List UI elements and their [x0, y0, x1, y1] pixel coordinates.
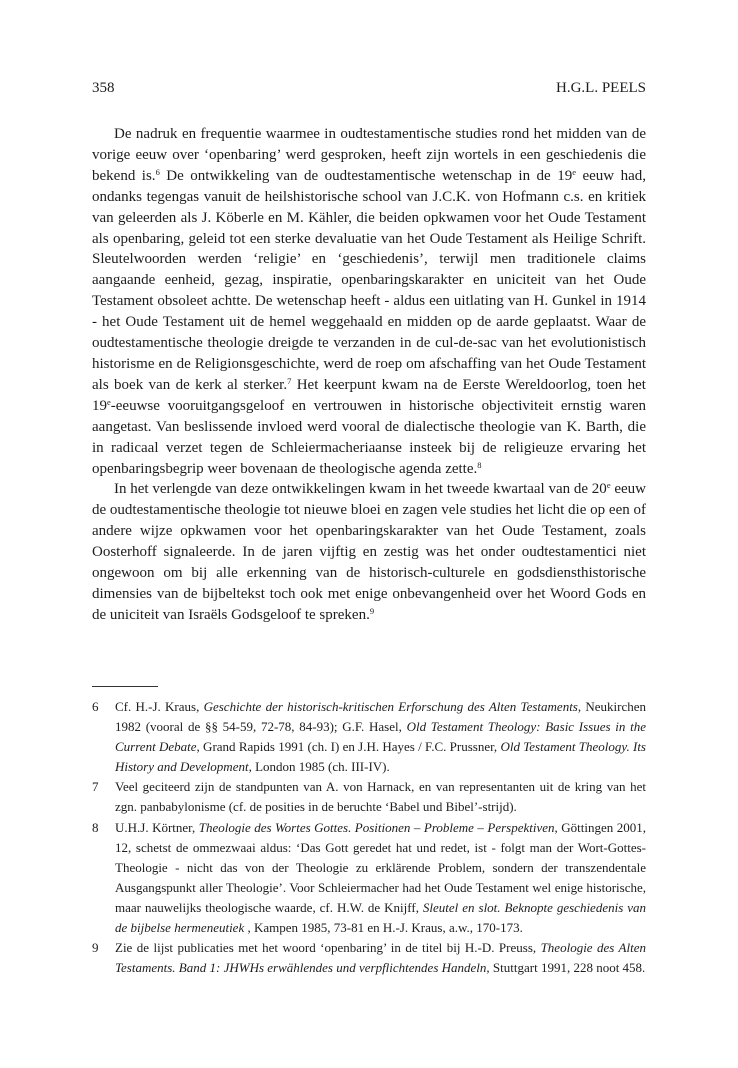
citation-title: Old Testament Theology: Basic Issues in the Current Debate [115, 719, 646, 755]
superscript-e: e [606, 480, 611, 491]
footnote-text-segment: , Neukirchen 1982 (vooral de §§ 54-59, 72-78, 84-93); G.F. Hasel, [115, 699, 647, 735]
footnote-text-segment: Cf. H.-J. Kraus, [115, 699, 204, 714]
footnote-text-segment: , Kampen 1985, 73-81 en H.-J. Kraus, a.w., 170-173. [244, 920, 523, 936]
footnote-number: 9 [92, 940, 99, 956]
footnote-9 [92, 938, 646, 978]
footnote-ref-9[interactable]: 9 [369, 605, 375, 616]
citation-title: Geschichte der historisch-kritischen Erforschung des Alten Testaments [203, 699, 578, 714]
superscript-e: e [572, 166, 576, 177]
footnote-text-segment: U.H.J. Körtner, [115, 819, 199, 835]
main-text [92, 124, 646, 626]
footnote-text-segment: , Grand Rapids 1991 (ch. I) en J.H. Hayes / F.C. Prussner, [196, 739, 501, 755]
footnote-text-segment: , Göttingen 2001, 12, schetst de ommezwaai aldus: ‘Das Gott geredet hat und redet, ist - folgt man der Wort-Gottes-Theologie - nicht das von der Theologie zu erklärende Problem, sondern der transzendentale Ausgangspunkt aller Theologie’. Voor Schleiermacher had het Oude Testament wel enige historische, maar nauwelijks theologische waarde, cf. H.W. de Knijff, [115, 819, 646, 915]
citation-title: Theologie des Alten Testaments. Band 1: JHWHs erwählendes und verpflichtendes Handeln [115, 940, 646, 976]
footnote-text [115, 777, 646, 817]
running-head: H.G.L. PEELS [556, 80, 646, 96]
footnote-text [115, 818, 646, 939]
footnote-ref-7[interactable]: 7 [287, 375, 292, 386]
footnote-ref-8[interactable]: 8 [477, 459, 482, 470]
footnote-number: 7 [92, 779, 99, 795]
footnote-text-segment: Veel geciteerd zijn de standpunten van A. von Harnack, en van representanten uit de kring van het zgn. panbabylonisme (cf. de posities in de beruchte ‘Babel und Bibel’-strijd). [115, 779, 646, 815]
footnote-7 [92, 777, 646, 817]
page-number: 358 [92, 80, 115, 96]
citation-title: Sleutel en slot. Beknopte geschiedenis van de bijbelse hermeneutiek [115, 899, 647, 936]
footnote-text [115, 697, 646, 777]
footnote-text-segment: , London 1985 (ch. III-IV). [248, 759, 390, 775]
footnotes [92, 697, 646, 978]
citation-title: Old Testament Theology. Its History and Development [115, 739, 646, 775]
footnote-number: 8 [92, 819, 99, 835]
paragraph-1: De nadruk en frequentie waarmee in oudtestamentische studies rond het midden van de vorige eeuw over ‘openbaring’ werd gesproken, heeft zijn wortels in een geschiedenis die bekend is.$^6$ De ontwikkeling van de oudtestamentische wetenschap in de 19e eeuw had, ondanks tegengas vanuit de heilshistorische school van J.C.K. von Hofmann c.s. en kritiek van geleerden als J. Köberle en M. Kähler, die beiden opkwamen voor het Oude Testament als openbaring, geleid tot een sterke devaluatie van het Oude Testament als Heilige Schrift. Sleutelwoorden werden ‘religie’ en ‘geschiedenis’, terwijl men traditionele claims aangaande eenheid, gezag, inspiratie, openbaringskarakter en uniciteit van het Oude Testament obsoleet achtte. De wetenschap heeft - aldus een uitlating van H. Gunkel in 1914 - het Oude Testament uit de hemel weggehaald en midden op de aarde geplaatst. Waar de oudtestamentische theologie dreigde te verzanden in de cul-de-sac van het evolutionistisch historisme en de Religionsgeschichte, werd de roep om afschaffing van het Oude Testament als boek van de kerk al sterker.$^7$ Het keerpunt kwam na de Eerste Wereldoorlog, toen het 19e-eeuwse vooruitgangsgeloof en vertrouwen in historische objectiviteit ernstig waren aangetast. Van beslissende invloed werd vooral de dialectische theologie van K. Barth, die in radicaal verzet tegen de Schleiermacheriaanse insteek bij de religieuze ervaring het openbaringsbegrip weer bovenaan de theologische agenda zette.$^8$ [92, 126, 647, 477]
footnote-text-segment: Zie de lijst publicaties met het woord ‘openbaring’ in de titel bij H.-D. Preuss, [115, 940, 541, 956]
page-header [92, 79, 646, 97]
footnote-text-segment: , Stuttgart 1991, 228 noot 458. [486, 960, 646, 976]
footnote-ref-6[interactable]: 6 [155, 166, 160, 177]
paragraph-2: In het verlengde van deze ontwikkelingen kwam in het tweede kwartaal van de 20e eeuw de oudtestamentische theologie tot nieuwe bloei en zagen vele studies het licht die op een of andere wijze opkwamen voor het openbaringskarakter van het Oude Testament, zoals Oosterhoff signaleerde. In de jaren vijftig en zestig was het onder oudtestamentici niet ongewoon om bij alle erkenning van de historisch-culturele en godsdiensthistorische dimensies van de bijbeltekst toch ook met enige onbevangenheid over het Woord Gods en de uniciteit van Israëls Godsgeloof te spreken.$^9$ [92, 480, 646, 623]
footnote-6 [92, 697, 646, 777]
citation-title: Theologie des Wortes Gottes. Positionen – Probleme – Perspektiven [198, 819, 555, 835]
footnote-8 [92, 818, 646, 939]
footnote-number: 6 [92, 699, 99, 714]
footnote-text [115, 938, 646, 978]
superscript-e: e [107, 396, 111, 407]
footnote-separator [92, 686, 158, 687]
